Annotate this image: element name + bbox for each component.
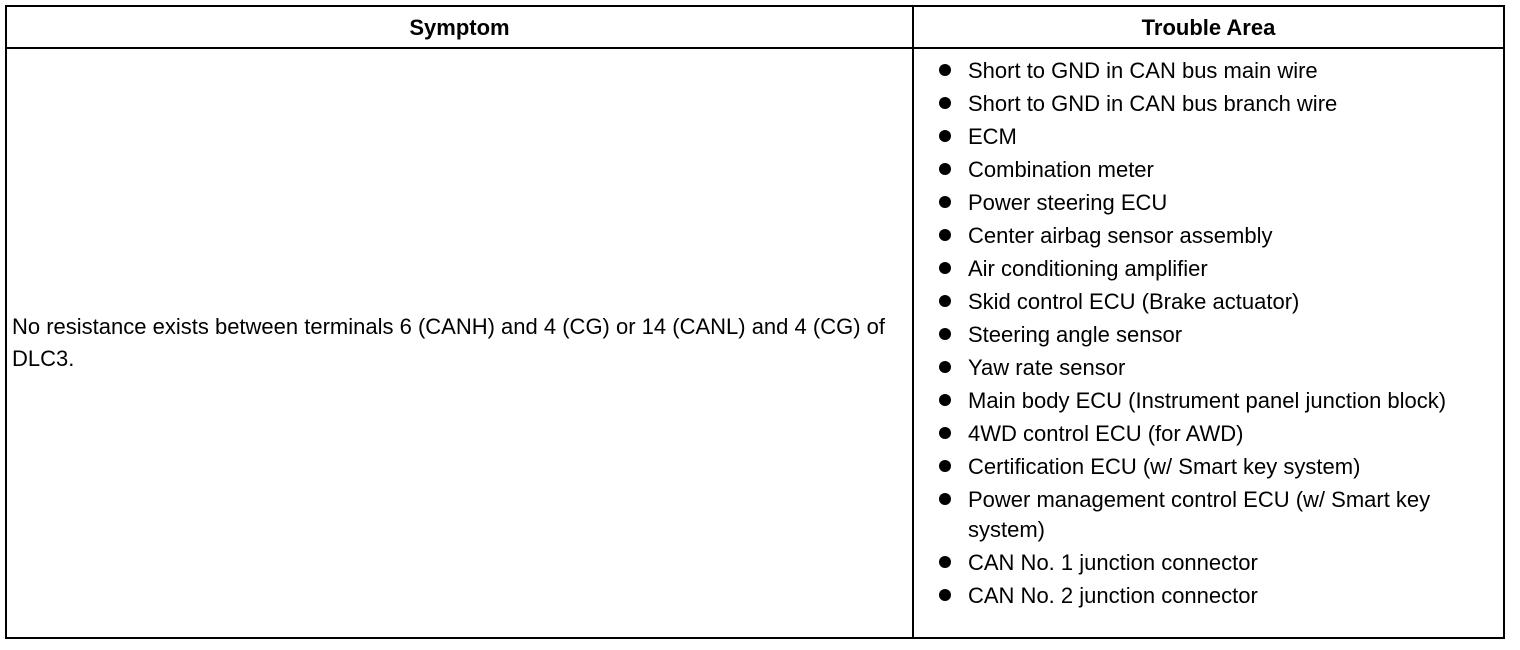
trouble-area-text: ECM bbox=[968, 124, 1017, 149]
trouble-area-text: Main body ECU (Instrument panel junction block) bbox=[968, 388, 1447, 413]
bullet-icon bbox=[939, 295, 951, 307]
bullet-icon bbox=[939, 328, 951, 340]
table-header-row bbox=[7, 7, 1503, 49]
bullet-icon bbox=[939, 64, 951, 76]
trouble-area-text: Center airbag sensor assembly bbox=[968, 223, 1273, 248]
bullet-icon bbox=[939, 130, 951, 142]
trouble-area-cell bbox=[914, 56, 1503, 614]
symptom-cell bbox=[12, 49, 907, 637]
header-trouble-area: Trouble Area bbox=[1141, 15, 1276, 40]
list-item bbox=[914, 56, 1503, 86]
bullet-icon bbox=[939, 556, 951, 568]
list-item bbox=[914, 221, 1503, 251]
bullet-icon bbox=[939, 361, 951, 373]
trouble-area-text: Short to GND in CAN bus branch wire bbox=[968, 91, 1338, 116]
bullet-icon bbox=[939, 493, 951, 505]
trouble-area-text: Combination meter bbox=[968, 157, 1154, 182]
trouble-area-text: Yaw rate sensor bbox=[968, 355, 1126, 380]
list-item bbox=[914, 320, 1503, 350]
list-item bbox=[914, 452, 1503, 482]
bullet-icon bbox=[939, 394, 951, 406]
list-item bbox=[914, 287, 1503, 317]
list-item bbox=[914, 548, 1503, 578]
bullet-icon bbox=[939, 262, 951, 274]
symptom-text: No resistance exists between terminals 6 (CANH) and 4 (CG) or 14 (CANL) and 4 (CG) of DLC3. bbox=[12, 314, 885, 371]
bullet-icon bbox=[939, 97, 951, 109]
trouble-area-text: Steering angle sensor bbox=[968, 322, 1183, 347]
bullet-icon bbox=[939, 589, 951, 601]
list-item bbox=[914, 353, 1503, 383]
list-item bbox=[914, 581, 1503, 611]
header-symptom: Symptom bbox=[409, 15, 510, 40]
list-item bbox=[914, 122, 1503, 152]
bullet-icon bbox=[939, 229, 951, 241]
bullet-icon bbox=[939, 427, 951, 439]
list-item bbox=[914, 89, 1503, 119]
bullet-icon bbox=[939, 460, 951, 472]
bullet-icon bbox=[939, 163, 951, 175]
trouble-area-text: Air conditioning amplifier bbox=[968, 256, 1208, 281]
trouble-area-text: Certification ECU (w/ Smart key system) bbox=[968, 454, 1361, 479]
symptom-table bbox=[5, 5, 1505, 639]
trouble-area-text: CAN No. 1 junction connector bbox=[968, 550, 1258, 575]
trouble-area-text: Short to GND in CAN bus main wire bbox=[968, 58, 1318, 83]
bullet-icon bbox=[939, 196, 951, 208]
trouble-area-text: Power management control ECU (w/ Smart key system) bbox=[968, 487, 1431, 542]
list-item bbox=[914, 155, 1503, 185]
list-item bbox=[914, 188, 1503, 218]
list-item bbox=[914, 419, 1503, 449]
trouble-area-text: Power steering ECU bbox=[968, 190, 1168, 215]
trouble-area-list bbox=[914, 56, 1503, 611]
list-item bbox=[914, 386, 1503, 416]
trouble-area-text: 4WD control ECU (for AWD) bbox=[968, 421, 1244, 446]
trouble-area-text: CAN No. 2 junction connector bbox=[968, 583, 1258, 608]
list-item bbox=[914, 485, 1503, 545]
trouble-area-text: Skid control ECU (Brake actuator) bbox=[968, 289, 1300, 314]
list-item bbox=[914, 254, 1503, 284]
